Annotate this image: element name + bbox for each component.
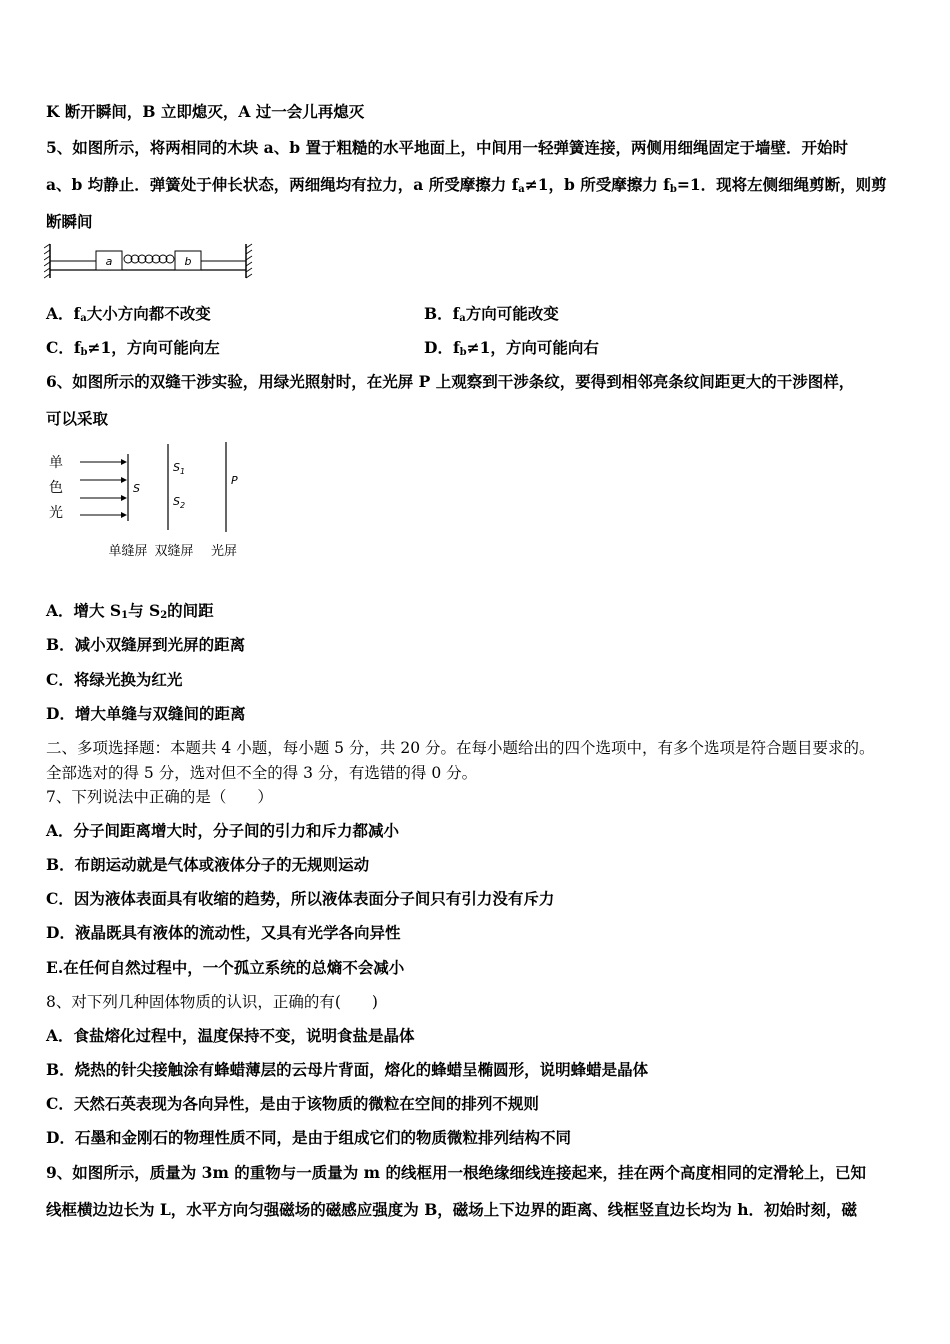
q5-option-a-post: 大小方向都不改变: [86, 304, 211, 323]
q5-option-b-pre: B．f: [424, 304, 460, 323]
q5-stem-line3: 断瞬间: [46, 212, 93, 231]
block-b-label: b: [184, 255, 192, 268]
q7-option-c: C．因为液体表面具有收缩的趋势，所以液体表面分子间只有引力没有斥力: [46, 889, 555, 908]
slit-s1-label: [173, 461, 185, 476]
spring: [124, 255, 174, 263]
q6-option-a-pre: A．增大 S: [46, 601, 122, 620]
q8-option-b: B．烧热的针尖接触涂有蜂蜡薄层的云母片背面，熔化的蜂蜡呈椭圆形，说明蜂蜡是晶体: [46, 1060, 649, 1079]
q5-options-ab: [46, 304, 559, 329]
q6-stem-line1: 6、如图所示的双缝干涉实验，用绿光照射时，在光屏 P 上观察到干涉条纹，要得到相邻亮条纹间距更大的干涉图样，: [46, 372, 855, 391]
q5-option-b: [424, 304, 559, 329]
q6-option-a-post: 的间距: [167, 601, 214, 620]
caption-double-slit: 双缝屏: [154, 544, 194, 559]
q6-option-d: D．增大单缝与双缝间的距离: [46, 704, 246, 723]
caption-screen: 光屏: [210, 544, 238, 559]
q5-figure: [44, 242, 254, 280]
caption-single-slit: 单缝屏: [108, 544, 148, 559]
q6-figure: [44, 440, 254, 565]
q5-option-a-sub: a: [80, 313, 87, 324]
q8-option-a: A．食盐熔化过程中，温度保持不变，说明食盐是晶体: [46, 1026, 415, 1045]
q7-option-a: A．分子间距离增大时，分子间的引力和斥力都减小: [46, 821, 400, 840]
q8-option-d: D．石墨和金刚石的物理性质不同，是由于组成它们的物质微粒排列结构不同: [46, 1128, 571, 1147]
q6-option-b: B．减小双缝屏到光屏的距离: [46, 635, 246, 654]
slit-s1-letter: S: [173, 461, 180, 474]
q6-option-a: [46, 601, 214, 626]
q7-option-d: D．液晶既具有液体的流动性，又具有光学各向异性: [46, 923, 401, 942]
slit-s2-sub: 2: [179, 501, 186, 510]
q5-option-d-post: ≠1，方向可能向右: [466, 338, 599, 357]
q5-option-b-post: 方向可能改变: [465, 304, 559, 323]
q5-option-b-sub: a: [459, 313, 466, 324]
q8-option-c: C．天然石英表现为各向异性，是由于该物质的微粒在空间的排列不规则: [46, 1094, 539, 1113]
slit-s2-letter: S: [173, 495, 180, 508]
right-wall-hatch: [246, 244, 252, 278]
q7-option-b: B．布朗运动就是气体或液体分子的无规则运动: [46, 855, 370, 874]
q7-option-e: E.在任何自然过程中，一个孤立系统的总熵不会减小: [46, 958, 405, 977]
q5-options-cd: [46, 338, 599, 363]
q4-option-d: K 断开瞬间，B 立即熄灭，A 过一会儿再熄灭: [46, 102, 365, 121]
q5-stem-line2: [46, 175, 887, 200]
slit-s-label: S: [133, 482, 140, 495]
q5-option-d: [424, 338, 599, 363]
block-a-label: a: [105, 255, 113, 268]
q5-option-c: [46, 338, 220, 357]
section2-heading-line2: 全部选对的得 5 分，选对但不全的得 3 分，有选错的得 0 分。: [46, 764, 478, 782]
q5-option-d-sub: b: [459, 347, 467, 358]
section2-heading-line1: 二、多项选择题：本题共 4 小题，每小题 5 分，共 20 分。在每小题给出的四个选项中，有多个选项是符合题目要求的。: [46, 739, 875, 757]
slit-s1-sub: 1: [179, 467, 186, 476]
q5-stem-line1: 5、如图所示，将两相同的木块 a、b 置于粗糙的水平地面上，中间用一轻弹簧连接，两侧用细绳固定于墙壁．开始时: [46, 138, 848, 157]
screen-p-label: P: [231, 474, 238, 487]
q5-line2-part1: a、b 均静止．弹簧处于伸长状态，两细绳均有拉力，a 所受摩擦力 f: [46, 175, 519, 194]
light-rays: [80, 462, 126, 515]
slit-s2-label: [173, 495, 185, 510]
q5-line2-part2: ≠1，b 所受摩擦力 f: [524, 175, 670, 194]
q8-stem: 8、对下列几种固体物质的认识，正确的有( ): [46, 993, 378, 1011]
q5-option-a: [46, 304, 211, 323]
left-wall-hatch: [44, 244, 50, 278]
q6-stem-line2: 可以采取: [46, 409, 109, 428]
q5-sub-a: a: [518, 184, 525, 195]
q5-option-c-sub: b: [80, 347, 88, 358]
q5-option-a-pre: A．f: [46, 304, 81, 323]
q6-option-c: C．将绿光换为红光: [46, 670, 183, 689]
q5-sub-b: b: [669, 184, 677, 195]
light-label-1: 单: [49, 455, 63, 471]
q9-stem-line1: 9、如图所示，质量为 3m 的重物与一质量为 m 的线框用一根绝缘细线连接起来，挂在两个高度相同的定滑轮上，已知: [46, 1163, 866, 1182]
q6-option-a-mid: 与 S: [128, 601, 161, 620]
light-label-2: 色: [49, 480, 63, 496]
light-label-3: 光: [49, 505, 63, 521]
q5-option-c-pre: C．f: [46, 338, 81, 357]
q7-stem: 7、下列说法中正确的是（ ）: [46, 788, 273, 806]
q6-sub-1: 1: [121, 610, 129, 621]
q6-sub-2: 2: [160, 610, 168, 621]
q5-line2-part3: =1．现将左侧细绳剪断，则剪: [676, 175, 887, 194]
q9-stem-line2: 线框横边边长为 L，水平方向匀强磁场的磁感应强度为 B，磁场上下边界的距离、线框竖直边长均为 h．初始时刻，磁: [46, 1200, 857, 1219]
q5-option-c-post: ≠1，方向可能向左: [87, 338, 220, 357]
q5-option-d-pre: D．f: [424, 338, 460, 357]
